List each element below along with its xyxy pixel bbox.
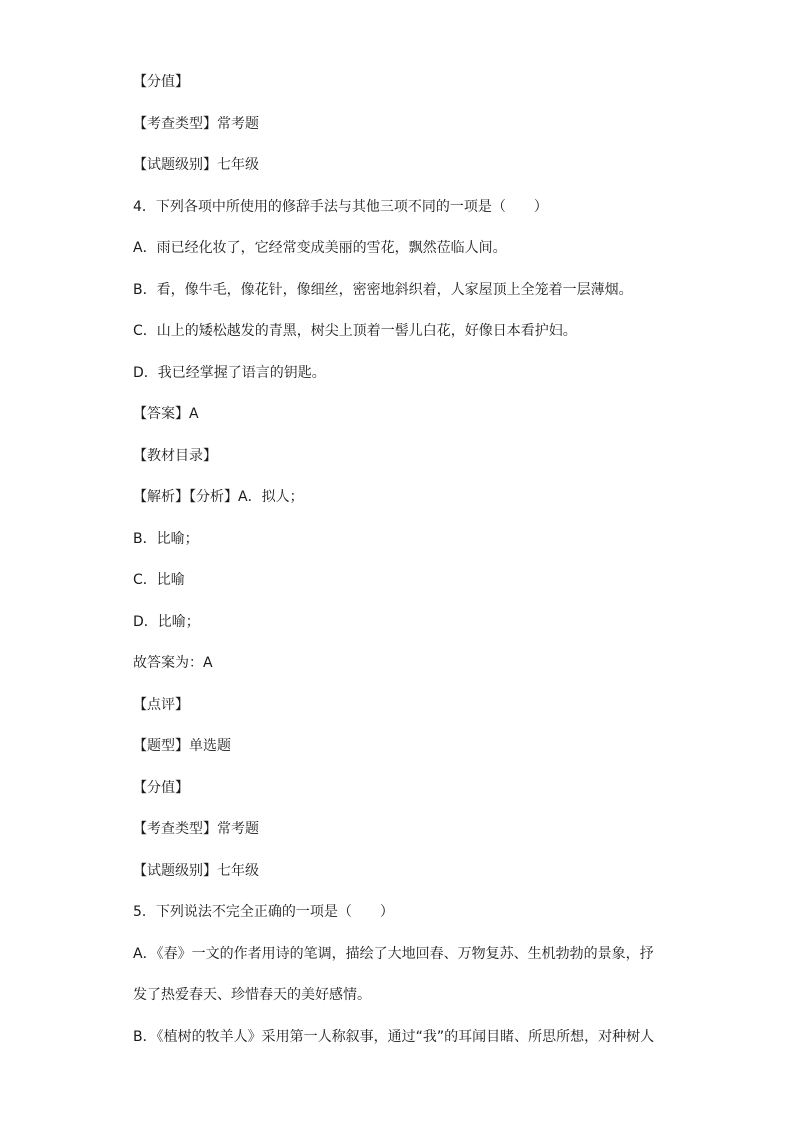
question-5-option-b: B．《植树的牧羊人》采用第一人称叙事，通过“我”的耳闻目睹、所思所想，对种树人 xyxy=(133,1029,655,1045)
analysis-4-a: 【解析】【分析】A．拟人； xyxy=(133,489,304,505)
score-label-1: 【分值】 xyxy=(133,74,189,90)
question-4-option-d: D．我已经掌握了语言的钥匙。 xyxy=(133,365,326,381)
question-4-option-b: B．看，像牛毛，像花针，像细丝，密密地斜织着，人家屋顶上全笼着一层薄烟。 xyxy=(133,282,633,298)
grade-level-1: 【试题级别】七年级 xyxy=(133,157,259,173)
analysis-4-b: B．比喻； xyxy=(133,531,199,547)
conclusion-4: 故答案为：A xyxy=(133,655,213,671)
question-5-stem: 5．下列说法不完全正确的一项是（ ） xyxy=(133,904,394,920)
question-5-option-a: A．《春》一文的作者用诗的笔调，描绘了大地回春、万物复苏、生机勃勃的景象，抒 xyxy=(133,946,654,962)
question-5-option-a-cont: 发了热爱春天、珍惜春天的美好感情。 xyxy=(133,987,371,1003)
comment-4: 【点评】 xyxy=(133,697,189,713)
analysis-4-c: C．比喻 xyxy=(133,572,185,588)
score-label-2: 【分值】 xyxy=(133,780,189,796)
question-4-option-c: C．山上的矮松越发的青黑，树尖上顶着一髻儿白花，好像日本看护妇。 xyxy=(133,323,577,339)
question-4-stem: 4．下列各项中所使用的修辞手法与其他三项不同的一项是（ ） xyxy=(133,199,548,215)
answer-4: 【答案】A xyxy=(133,406,199,422)
grade-level-2: 【试题级别】七年级 xyxy=(133,863,259,879)
textbook-catalog-4: 【教材目录】 xyxy=(133,448,217,464)
exam-type-1: 【考查类型】常考题 xyxy=(133,116,259,132)
question-4-option-a: A．雨已经化妆了，它经常变成美丽的雪花，飘然莅临人间。 xyxy=(133,240,507,256)
exam-type-2: 【考查类型】常考题 xyxy=(133,821,259,837)
question-type-4: 【题型】单选题 xyxy=(133,738,231,754)
analysis-4-d: D．比喻； xyxy=(133,614,200,630)
